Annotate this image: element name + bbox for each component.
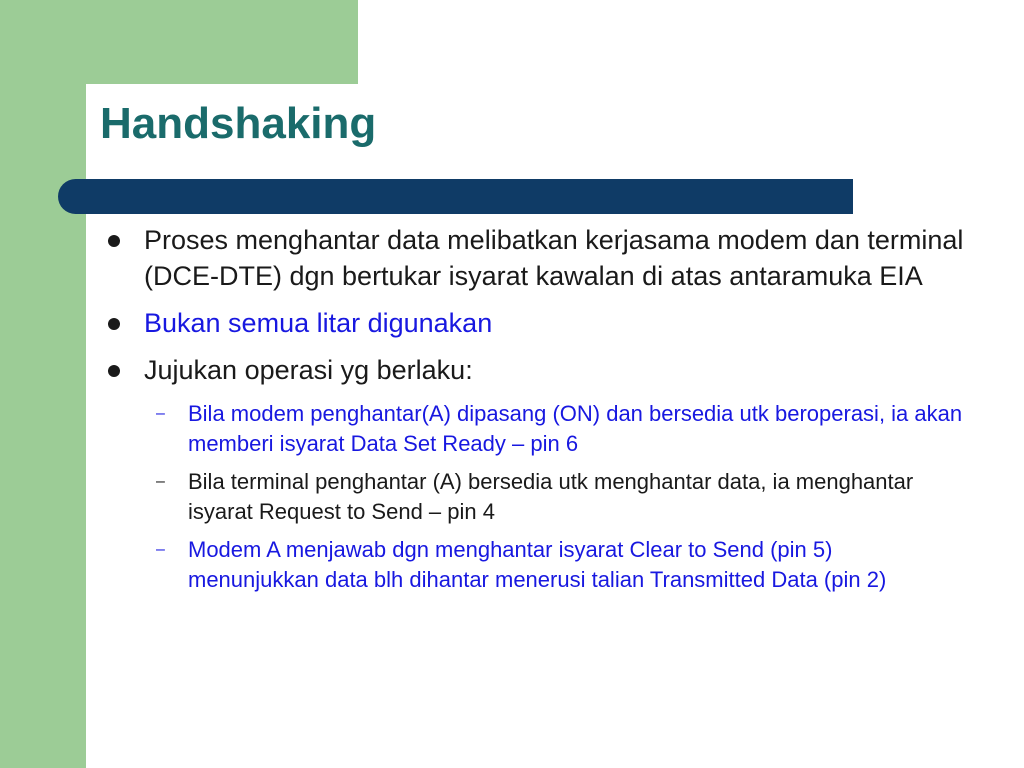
bullet-text: Bukan semua litar digunakan: [144, 308, 493, 338]
dash-marker: –: [156, 473, 165, 490]
bullet-dot-icon: [108, 365, 120, 377]
sub-bullet-text: Modem A menjawab dgn menghantar isyarat Clear to Send (pin 5) menunjukkan data blh dihantar menerusi talian Transmitted Data (pin 2): [188, 537, 887, 592]
sub-bullet-item: [106, 467, 966, 527]
bullet-text: Jujukan operasi yg berlaku:: [144, 355, 473, 385]
sub-bullet-item: [106, 535, 966, 595]
bullet-item: [106, 305, 966, 341]
dash-marker: –: [156, 405, 165, 422]
left-green-band: [0, 0, 86, 768]
top-green-block: [86, 0, 358, 84]
sub-bullet-text: Bila modem penghantar(A) dipasang (ON) dan bersedia utk beroperasi, ia akan memberi isyarat Data Set Ready – pin 6: [188, 401, 963, 456]
dash-marker: –: [156, 541, 165, 558]
bullet-text: Proses menghantar data melibatkan kerjasama modem dan terminal (DCE-DTE) dgn bertukar isyarat kawalan di atas antaramuka EIA: [144, 225, 964, 291]
slide-title: Handshaking: [100, 99, 377, 148]
bullet-dot-icon: [108, 318, 120, 330]
sub-bullet-item: [106, 399, 966, 459]
sub-bullet-text: Bila terminal penghantar (A) bersedia utk menghantar data, ia menghantar isyarat Request to Send – pin 4: [188, 469, 914, 524]
bullet-item: [106, 352, 966, 388]
bullet-dot-icon: [108, 235, 120, 247]
slide-body: [106, 222, 966, 603]
bullet-item: [106, 222, 966, 294]
title-underline-bar: [58, 179, 853, 214]
